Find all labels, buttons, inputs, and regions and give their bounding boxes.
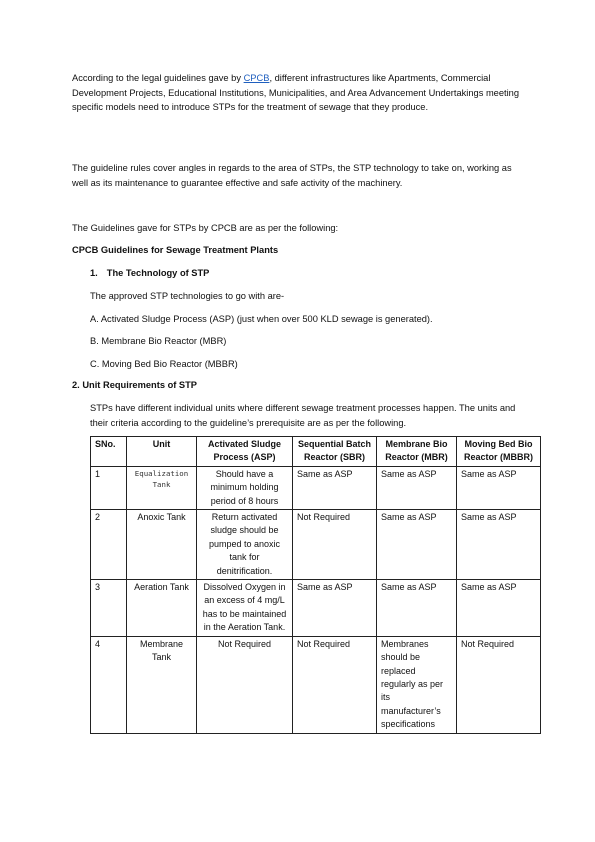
cell-asp: Not Required [197, 636, 293, 733]
section-1-number: 1. [90, 268, 98, 278]
cell-sno: 1 [91, 466, 127, 509]
cell-sbr: Not Required [293, 636, 377, 733]
cell-sno: 2 [91, 510, 127, 580]
section-1-title: The Technology of STP [106, 268, 210, 278]
cell-mbbr: Same as ASP [457, 466, 541, 509]
section-2-intro: STPs have different individual units where different sewage treatment processes happen. The units and their criteria according to the guideline’s prerequisite are as per the following. [90, 403, 516, 428]
unit-requirements-table [90, 436, 541, 734]
header-sbr: Sequential Batch Reactor (SBR) [293, 437, 377, 467]
cell-mbr: Membranes should be replaced regularly as per its manufacturer’s specifications [377, 636, 457, 733]
cell-mbr: Same as ASP [377, 580, 457, 637]
cell-asp: Return activated sludge should be pumped to anoxic tank for denitrification. [197, 510, 293, 580]
cell-mbr: Same as ASP [377, 510, 457, 580]
intro-paragraph [72, 71, 527, 115]
guidelines-intro-paragraph: The Guidelines gave for STPs by CPCB are as per the following: [72, 223, 339, 233]
cell-sno: 4 [91, 636, 127, 733]
section-2-heading: 2. Unit Requirements of STP [72, 380, 198, 390]
cell-asp: Should have a minimum holding period of 8 hours [197, 466, 293, 509]
cell-mbbr: Same as ASP [457, 580, 541, 637]
cell-unit: Anoxic Tank [127, 510, 197, 580]
technology-item-mbbr: C. Moving Bed Bio Reactor (MBBR) [90, 359, 238, 369]
cell-unit: Equalization Tank [127, 466, 197, 509]
technology-scope-paragraph: The guideline rules cover angles in regards to the area of STPs, the STP technology to take on, working as well as its maintenance to guarantee effective and safe activity of the machinery. [72, 163, 512, 188]
table-row [91, 510, 541, 580]
header-asp: Activated Sludge Process (ASP) [197, 437, 293, 467]
cell-sbr: Same as ASP [293, 580, 377, 637]
header-sno: SNo. [91, 437, 127, 467]
cell-asp: Dissolved Oxygen in an excess of 4 mg/L has to be maintained in the Aeration Tank. [197, 580, 293, 637]
technology-item-mbr: B. Membrane Bio Reactor (MBR) [90, 336, 227, 346]
header-mbr: Membrane Bio Reactor (MBR) [377, 437, 457, 467]
table-row [91, 580, 541, 637]
cell-sno: 3 [91, 580, 127, 637]
header-unit: Unit [127, 437, 197, 467]
table-header-row [91, 437, 541, 467]
cell-sbr: Same as ASP [293, 466, 377, 509]
cell-mbbr: Not Required [457, 636, 541, 733]
cpcb-link[interactable]: CPCB [243, 73, 270, 83]
cell-unit: Membrane Tank [127, 636, 197, 733]
cpcb-guidelines-heading: CPCB Guidelines for Sewage Treatment Plants [72, 245, 279, 255]
table-row [91, 636, 541, 733]
section-1-heading [90, 266, 209, 280]
table-row [91, 466, 541, 509]
intro-text-before-link: According to the legal guidelines gave by [72, 73, 244, 83]
intro-text-after-link: , different infrastructures like Apartments, Commercial Development Projects, Educational Institutions, Municipalities, and Area Advancement Undertakings meeting specific models need to introduce STPs for the treatment of sewage that they produce. [72, 73, 520, 113]
section-1-intro: The approved STP technologies to go with are- [90, 291, 285, 301]
technology-item-asp: A. Activated Sludge Process (ASP) (just when over 500 KLD sewage is generated). [90, 314, 433, 324]
cell-mbbr: Same as ASP [457, 510, 541, 580]
cell-mbr: Same as ASP [377, 466, 457, 509]
header-mbbr: Moving Bed Bio Reactor (MBBR) [457, 437, 541, 467]
cell-sbr: Not Required [293, 510, 377, 580]
cell-unit: Aeration Tank [127, 580, 197, 637]
